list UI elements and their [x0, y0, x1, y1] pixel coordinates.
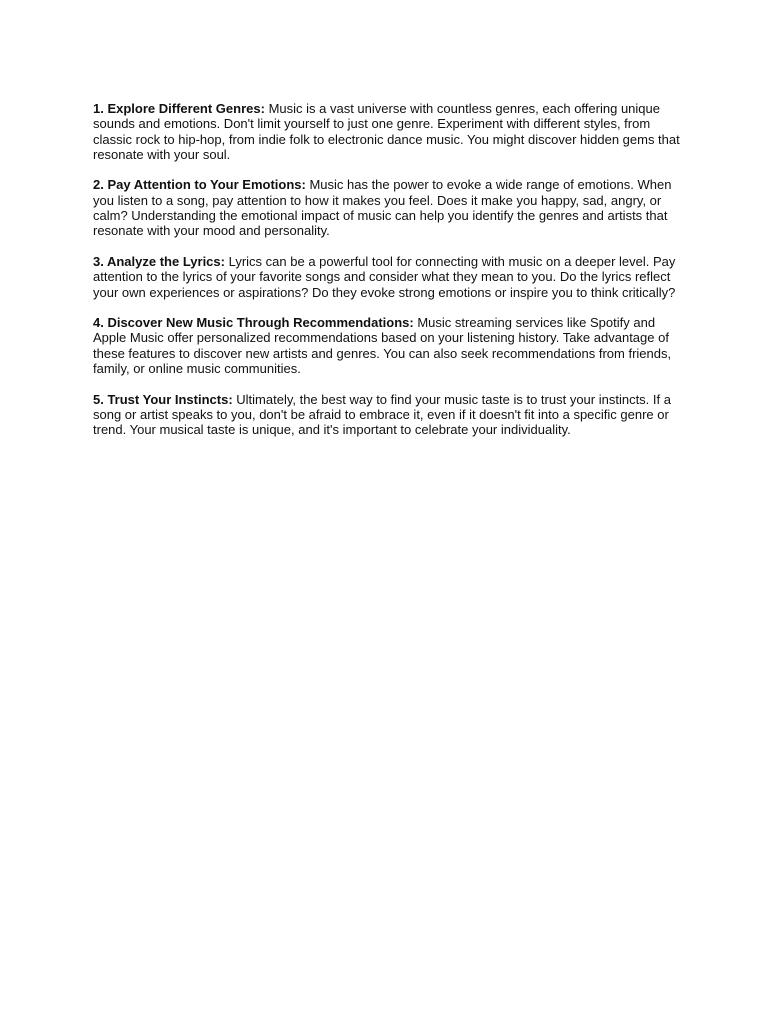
- paragraph-heading: 5. Trust Your Instincts:: [93, 391, 233, 407]
- paragraph-recommendations: [93, 315, 683, 376]
- paragraph-heading: 2. Pay Attention to Your Emotions:: [93, 177, 306, 193]
- paragraph-heading: 1. Explore Different Genres:: [93, 101, 265, 116]
- paragraph-heading: 4. Discover New Music Through Recommendations:: [93, 315, 414, 331]
- paragraph-body: Music is a vast universe with countless genres, each offering unique sounds and emotions. Don't limit yourself to just one genre. Experiment with different styles, from classic rock to hip-hop, from indie folk to electronic dance music. You might discover hidden gems that resonate with your soul.: [93, 101, 680, 162]
- paragraph-lyrics: [93, 254, 683, 300]
- paragraph-body: Music streaming services like Spotify and Apple Music offer personalized recommendations based on your listening history. Take advantage of these features to discover new artists and genres. You can also seek recommendations from friends, family, or online music communities.: [93, 315, 672, 377]
- paragraph-body: Ultimately, the best way to find your music taste is to trust your instincts. If a song or artist speaks to you, don't be afraid to embrace it, even if it doesn't fit into a specific genre or trend. Your musical taste is unique, and it's important to celebrate your individuality.: [93, 391, 671, 438]
- paragraph-instincts: [93, 392, 683, 438]
- paragraph-body: Music has the power to evoke a wide range of emotions. When you listen to a song, pay attention to how it makes you feel. Does it make you happy, sad, angry, or calm? Understanding the emotional impact of music can help you identify the genres and artists that resonate with your mood and personality.: [93, 177, 672, 239]
- paragraph-emotions: [93, 177, 683, 238]
- paragraph-heading: 3. Analyze the Lyrics:: [93, 253, 225, 269]
- paragraph-body: Lyrics can be a powerful tool for connecting with music on a deeper level. Pay attention to the lyrics of your favorite songs and consider what they mean to you. Do the lyrics reflect your own experiences or aspirations? Do they evoke strong emotions or inspire you to think critically?: [93, 253, 676, 300]
- document-page: [93, 101, 683, 453]
- paragraph-explore-genres: [93, 101, 683, 162]
